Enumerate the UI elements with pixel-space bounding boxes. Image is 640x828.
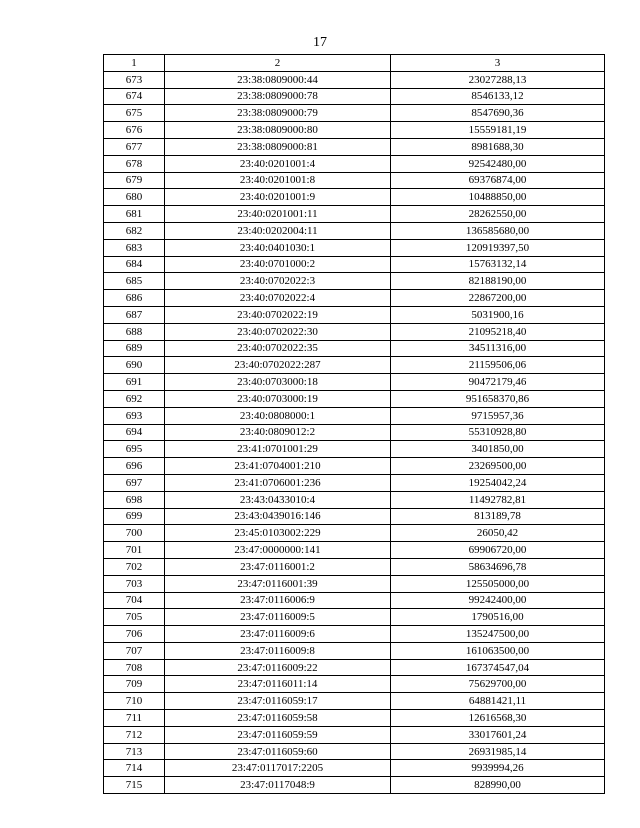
cell-cadastral-value: 15559181,19 — [391, 122, 605, 139]
table-row — [104, 71, 605, 88]
table-row — [104, 424, 605, 441]
cell-cadastral-number: 23:40:0201001:8 — [165, 172, 391, 189]
cell-cadastral-number: 23:47:0116001:2 — [165, 558, 391, 575]
table-row — [104, 273, 605, 290]
cell-row-number: 700 — [104, 525, 165, 542]
cell-cadastral-value: 23027288,13 — [391, 71, 605, 88]
cell-cadastral-value: 8547690,36 — [391, 105, 605, 122]
cell-row-number: 715 — [104, 777, 165, 794]
cell-cadastral-value: 135247500,00 — [391, 626, 605, 643]
table-row — [104, 122, 605, 139]
cell-row-number: 688 — [104, 323, 165, 340]
cell-cadastral-number: 23:38:0809000:44 — [165, 71, 391, 88]
cell-cadastral-value: 10488850,00 — [391, 189, 605, 206]
cell-row-number: 684 — [104, 256, 165, 273]
cell-cadastral-value: 26050,42 — [391, 525, 605, 542]
table-row — [104, 458, 605, 475]
cell-cadastral-number: 23:40:0702022:3 — [165, 273, 391, 290]
table-row — [104, 592, 605, 609]
cell-cadastral-value: 8546133,12 — [391, 88, 605, 105]
cell-row-number: 712 — [104, 726, 165, 743]
cell-row-number: 673 — [104, 71, 165, 88]
table-header — [104, 55, 605, 72]
table-row — [104, 693, 605, 710]
cell-row-number: 709 — [104, 676, 165, 693]
table-row — [104, 726, 605, 743]
cell-cadastral-number: 23:47:0116059:58 — [165, 710, 391, 727]
cell-cadastral-value: 9715957,36 — [391, 407, 605, 424]
table-row — [104, 222, 605, 239]
cell-cadastral-value: 11492782,81 — [391, 491, 605, 508]
table-row — [104, 777, 605, 794]
table-row — [104, 474, 605, 491]
cell-row-number: 682 — [104, 222, 165, 239]
column-header-cadastral-number: 2 — [165, 55, 391, 72]
table-row — [104, 306, 605, 323]
cell-row-number: 703 — [104, 575, 165, 592]
cell-cadastral-number: 23:47:0117017:2205 — [165, 760, 391, 777]
table-row — [104, 558, 605, 575]
cell-cadastral-number: 23:38:0809000:81 — [165, 138, 391, 155]
cell-row-number: 702 — [104, 558, 165, 575]
cell-cadastral-value: 167374547,04 — [391, 659, 605, 676]
cell-cadastral-number: 23:47:0116009:8 — [165, 642, 391, 659]
cell-cadastral-number: 23:40:0702022:35 — [165, 340, 391, 357]
cell-cadastral-number: 23:38:0809000:78 — [165, 88, 391, 105]
cell-cadastral-number: 23:47:0116009:6 — [165, 626, 391, 643]
cell-row-number: 678 — [104, 155, 165, 172]
cell-cadastral-number: 23:40:0201001:9 — [165, 189, 391, 206]
table-row — [104, 659, 605, 676]
table-row — [104, 189, 605, 206]
cell-cadastral-number: 23:43:0433010:4 — [165, 491, 391, 508]
cell-cadastral-value: 19254042,24 — [391, 474, 605, 491]
table-row — [104, 441, 605, 458]
cell-cadastral-value: 28262550,00 — [391, 206, 605, 223]
cell-cadastral-value: 21159506,06 — [391, 357, 605, 374]
cell-cadastral-number: 23:47:0116011:14 — [165, 676, 391, 693]
cell-cadastral-number: 23:40:0702022:287 — [165, 357, 391, 374]
cell-row-number: 696 — [104, 458, 165, 475]
table-body — [104, 71, 605, 793]
cell-cadastral-number: 23:47:0116009:5 — [165, 609, 391, 626]
table-row — [104, 239, 605, 256]
table-row — [104, 542, 605, 559]
cell-cadastral-number: 23:41:0706001:236 — [165, 474, 391, 491]
cell-row-number: 701 — [104, 542, 165, 559]
page-number: 17 — [313, 35, 327, 50]
table-row — [104, 710, 605, 727]
cell-row-number: 697 — [104, 474, 165, 491]
table-row — [104, 491, 605, 508]
cell-cadastral-value: 3401850,00 — [391, 441, 605, 458]
table-row — [104, 340, 605, 357]
cell-cadastral-number: 23:40:0702022:30 — [165, 323, 391, 340]
cell-row-number: 693 — [104, 407, 165, 424]
cell-row-number: 676 — [104, 122, 165, 139]
cell-cadastral-value: 8981688,30 — [391, 138, 605, 155]
cell-row-number: 686 — [104, 290, 165, 307]
cell-cadastral-value: 99242400,00 — [391, 592, 605, 609]
cell-cadastral-number: 23:40:0703000:19 — [165, 390, 391, 407]
cell-cadastral-value: 161063500,00 — [391, 642, 605, 659]
cell-row-number: 695 — [104, 441, 165, 458]
cell-cadastral-value: 69906720,00 — [391, 542, 605, 559]
cell-cadastral-value: 55310928,80 — [391, 424, 605, 441]
cell-cadastral-number: 23:41:0701001:29 — [165, 441, 391, 458]
cell-cadastral-value: 33017601,24 — [391, 726, 605, 743]
table-row — [104, 323, 605, 340]
cell-cadastral-number: 23:45:0103002:229 — [165, 525, 391, 542]
cell-row-number: 690 — [104, 357, 165, 374]
table-row — [104, 760, 605, 777]
cell-cadastral-value: 125505000,00 — [391, 575, 605, 592]
cell-cadastral-number: 23:40:0201001:11 — [165, 206, 391, 223]
cell-cadastral-value: 26931985,14 — [391, 743, 605, 760]
cell-row-number: 679 — [104, 172, 165, 189]
cell-row-number: 677 — [104, 138, 165, 155]
cell-cadastral-number: 23:40:0202004:11 — [165, 222, 391, 239]
cell-cadastral-number: 23:47:0116006:9 — [165, 592, 391, 609]
table-row — [104, 609, 605, 626]
cell-cadastral-number: 23:40:0702022:19 — [165, 306, 391, 323]
table-row — [104, 508, 605, 525]
column-header-number: 1 — [104, 55, 165, 72]
cell-cadastral-value: 82188190,00 — [391, 273, 605, 290]
table-row — [104, 626, 605, 643]
table-row — [104, 105, 605, 122]
table-row — [104, 172, 605, 189]
table-row — [104, 256, 605, 273]
cell-cadastral-value: 828990,00 — [391, 777, 605, 794]
cell-cadastral-number: 23:47:0000000:141 — [165, 542, 391, 559]
cell-cadastral-number: 23:47:0116059:59 — [165, 726, 391, 743]
table-row — [104, 374, 605, 391]
cell-cadastral-value: 23269500,00 — [391, 458, 605, 475]
cell-cadastral-value: 120919397,50 — [391, 239, 605, 256]
table-row — [104, 88, 605, 105]
cell-cadastral-number: 23:47:0116009:22 — [165, 659, 391, 676]
cell-cadastral-number: 23:40:0401030:1 — [165, 239, 391, 256]
cell-cadastral-value: 69376874,00 — [391, 172, 605, 189]
cell-cadastral-number: 23:40:0809012:2 — [165, 424, 391, 441]
cell-row-number: 708 — [104, 659, 165, 676]
cell-cadastral-number: 23:40:0808000:1 — [165, 407, 391, 424]
cell-row-number: 713 — [104, 743, 165, 760]
cell-row-number: 704 — [104, 592, 165, 609]
cell-cadastral-value: 22867200,00 — [391, 290, 605, 307]
cell-cadastral-value: 34511316,00 — [391, 340, 605, 357]
cell-row-number: 681 — [104, 206, 165, 223]
cell-row-number: 699 — [104, 508, 165, 525]
cell-row-number: 710 — [104, 693, 165, 710]
cell-cadastral-number: 23:41:0704001:210 — [165, 458, 391, 475]
cell-cadastral-number: 23:47:0116059:17 — [165, 693, 391, 710]
cell-cadastral-number: 23:40:0702022:4 — [165, 290, 391, 307]
table-row — [104, 525, 605, 542]
table-row — [104, 676, 605, 693]
table-row — [104, 138, 605, 155]
cell-cadastral-value: 951658370,86 — [391, 390, 605, 407]
cell-cadastral-value: 12616568,30 — [391, 710, 605, 727]
cell-cadastral-value: 9939994,26 — [391, 760, 605, 777]
cell-cadastral-value: 58634696,78 — [391, 558, 605, 575]
cell-cadastral-value: 21095218,40 — [391, 323, 605, 340]
cell-row-number: 691 — [104, 374, 165, 391]
cell-cadastral-number: 23:47:0117048:9 — [165, 777, 391, 794]
cell-row-number: 683 — [104, 239, 165, 256]
cell-row-number: 689 — [104, 340, 165, 357]
cell-cadastral-number: 23:40:0701000:2 — [165, 256, 391, 273]
cell-cadastral-value: 15763132,14 — [391, 256, 605, 273]
table-row — [104, 357, 605, 374]
cell-row-number: 674 — [104, 88, 165, 105]
cell-row-number: 685 — [104, 273, 165, 290]
cadastral-value-table — [103, 54, 605, 794]
cell-row-number: 692 — [104, 390, 165, 407]
cell-row-number: 680 — [104, 189, 165, 206]
cell-cadastral-value: 5031900,16 — [391, 306, 605, 323]
cell-row-number: 714 — [104, 760, 165, 777]
cell-row-number: 698 — [104, 491, 165, 508]
table-row — [104, 407, 605, 424]
cell-row-number: 706 — [104, 626, 165, 643]
cell-cadastral-number: 23:38:0809000:79 — [165, 105, 391, 122]
cell-cadastral-value: 92542480,00 — [391, 155, 605, 172]
cell-cadastral-value: 136585680,00 — [391, 222, 605, 239]
cell-row-number: 705 — [104, 609, 165, 626]
cell-row-number: 675 — [104, 105, 165, 122]
table-row — [104, 290, 605, 307]
cell-cadastral-number: 23:40:0703000:18 — [165, 374, 391, 391]
header-row — [104, 55, 605, 72]
table-row — [104, 390, 605, 407]
table-row — [104, 206, 605, 223]
cell-cadastral-value: 813189,78 — [391, 508, 605, 525]
cell-cadastral-number: 23:43:0439016:146 — [165, 508, 391, 525]
cell-cadastral-value: 1790516,00 — [391, 609, 605, 626]
table-row — [104, 642, 605, 659]
cell-row-number: 707 — [104, 642, 165, 659]
cell-cadastral-value: 75629700,00 — [391, 676, 605, 693]
cell-cadastral-number: 23:38:0809000:80 — [165, 122, 391, 139]
cell-row-number: 687 — [104, 306, 165, 323]
table-row — [104, 155, 605, 172]
cell-cadastral-number: 23:47:0116059:60 — [165, 743, 391, 760]
column-header-value: 3 — [391, 55, 605, 72]
table-row — [104, 743, 605, 760]
cell-cadastral-value: 90472179,46 — [391, 374, 605, 391]
table-row — [104, 575, 605, 592]
cell-row-number: 694 — [104, 424, 165, 441]
cell-cadastral-number: 23:40:0201001:4 — [165, 155, 391, 172]
cell-cadastral-number: 23:47:0116001:39 — [165, 575, 391, 592]
cell-row-number: 711 — [104, 710, 165, 727]
cell-cadastral-value: 64881421,11 — [391, 693, 605, 710]
